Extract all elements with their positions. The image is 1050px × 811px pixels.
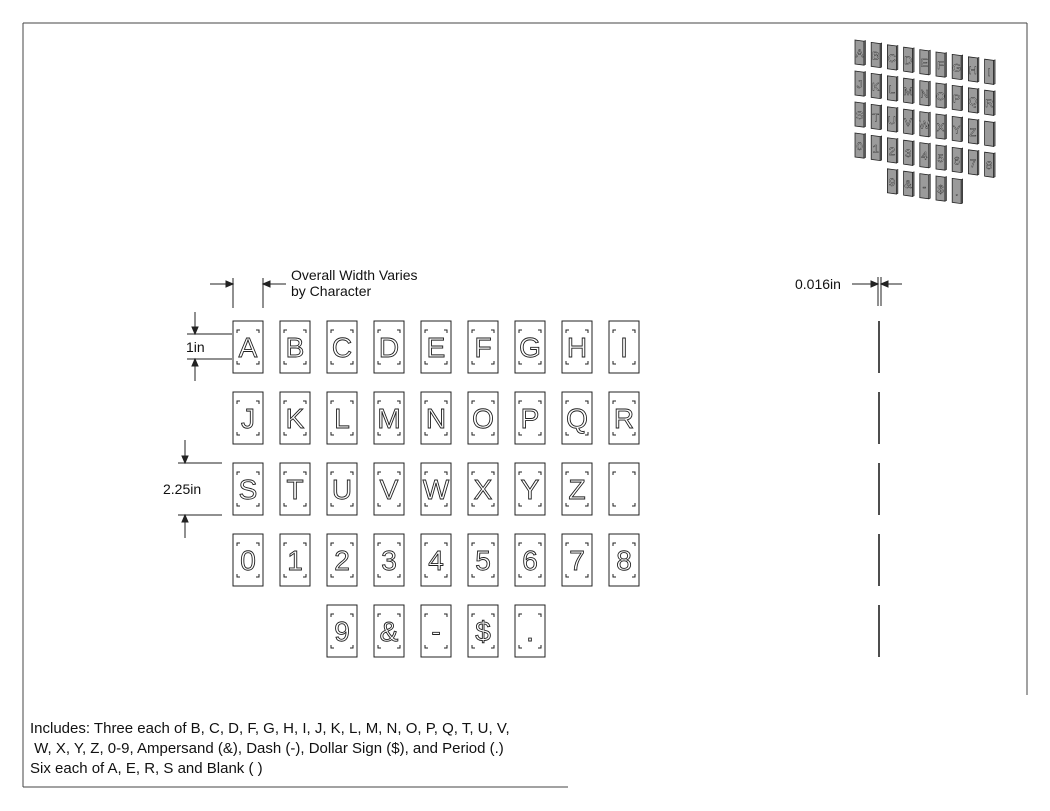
stencil-tile bbox=[609, 392, 639, 444]
preview-character: Q bbox=[968, 95, 978, 108]
preview-tile bbox=[952, 85, 963, 110]
stencil-character: D bbox=[378, 332, 400, 363]
stencil-tile bbox=[233, 463, 263, 515]
stencil-character: A bbox=[238, 332, 258, 363]
stencil-tile bbox=[374, 463, 404, 515]
preview-tile bbox=[871, 73, 882, 98]
stencil-character: 8 bbox=[616, 545, 632, 576]
stencil-character: 5 bbox=[475, 545, 491, 576]
stencil-character: S bbox=[238, 474, 258, 505]
stencil-character: P bbox=[520, 403, 540, 434]
preview-character: H bbox=[968, 64, 977, 77]
preview-tile bbox=[936, 114, 947, 139]
stencil-character: I bbox=[620, 332, 628, 363]
preview-character: F bbox=[937, 60, 944, 72]
stencil-tile bbox=[609, 321, 639, 373]
stencil-character: J bbox=[241, 403, 255, 434]
preview-tile bbox=[952, 147, 963, 172]
stencil-tile bbox=[421, 605, 451, 657]
preview-tile bbox=[887, 138, 898, 163]
preview-character: 5 bbox=[937, 153, 944, 165]
preview-tile bbox=[871, 135, 882, 160]
stencil-character: F bbox=[474, 332, 492, 363]
preview-character: D bbox=[904, 55, 913, 68]
preview-tile bbox=[936, 83, 947, 108]
preview-character: 6 bbox=[953, 155, 960, 168]
preview-tile bbox=[985, 121, 996, 146]
stencil-tile bbox=[421, 392, 451, 444]
preview-tile bbox=[968, 57, 979, 82]
preview-tile bbox=[855, 71, 866, 96]
stencil-tile bbox=[468, 534, 498, 586]
preview-tile bbox=[904, 47, 915, 72]
preview-character: V bbox=[904, 117, 912, 130]
stencil-tile bbox=[468, 321, 498, 373]
overall-width-label: Overall Width Varies by Character bbox=[291, 267, 418, 299]
preview-tile bbox=[920, 81, 931, 106]
thickness-dimension bbox=[852, 277, 902, 306]
preview-tile bbox=[952, 54, 963, 79]
preview-character: 3 bbox=[905, 148, 912, 161]
stencil-tile bbox=[374, 534, 404, 586]
stencil-character: X bbox=[473, 474, 493, 505]
stencil-tile bbox=[327, 463, 357, 515]
preview-character: X bbox=[936, 122, 945, 134]
stencil-character: . bbox=[526, 616, 534, 647]
preview-character: S bbox=[855, 110, 864, 122]
stencil-character: C bbox=[331, 332, 353, 363]
stencil-character: U bbox=[331, 474, 353, 505]
preview-character: 7 bbox=[969, 157, 976, 170]
preview-character: I bbox=[987, 67, 991, 80]
preview-character: C bbox=[887, 52, 896, 65]
preview-character: 8 bbox=[986, 160, 993, 173]
stencil-tile bbox=[374, 605, 404, 657]
stencil-tile bbox=[374, 392, 404, 444]
preview-tile bbox=[904, 140, 915, 165]
preview-character: 9 bbox=[888, 176, 895, 189]
stencil-character: Z bbox=[568, 474, 586, 505]
stencil-tile bbox=[233, 534, 263, 586]
preview-tile bbox=[887, 107, 898, 132]
preview-character: R bbox=[985, 98, 994, 111]
notes-line-2: W, X, Y, Z, 0-9, Ampersand (&), Dash (-), Dollar Sign ($), and Period (.) bbox=[30, 740, 504, 757]
preview-character: Y bbox=[953, 124, 961, 137]
stencil-tile bbox=[468, 605, 498, 657]
preview-tile bbox=[904, 78, 915, 103]
preview-tile bbox=[887, 45, 898, 70]
preview-character: P bbox=[953, 93, 961, 106]
preview-tile bbox=[985, 152, 996, 177]
preview-tile bbox=[920, 50, 931, 75]
stencil-tile bbox=[562, 463, 592, 515]
preview-character: Z bbox=[969, 126, 977, 139]
stencil-character: Q bbox=[566, 403, 588, 434]
preview-character: . bbox=[955, 186, 959, 199]
preview-character: 4 bbox=[921, 150, 928, 163]
preview-tile bbox=[871, 42, 882, 67]
stencil-tile bbox=[233, 392, 263, 444]
stencil-character: 1 bbox=[287, 545, 303, 576]
stencil-character: 3 bbox=[381, 545, 397, 576]
stencil-character: 7 bbox=[569, 545, 585, 576]
preview-character: W bbox=[919, 119, 930, 132]
stencil-tile bbox=[515, 321, 545, 373]
stencil-character: 0 bbox=[240, 545, 256, 576]
stencil-tile bbox=[562, 534, 592, 586]
preview-tile bbox=[952, 116, 963, 141]
stencil-tile bbox=[421, 321, 451, 373]
stencil-tile bbox=[327, 321, 357, 373]
stencil-tile bbox=[515, 534, 545, 586]
preview-tile bbox=[936, 145, 947, 170]
spacing-label: 2.25in bbox=[163, 481, 202, 497]
stencil-tile bbox=[468, 463, 498, 515]
stencil-character: G bbox=[519, 332, 541, 363]
stencil-character: - bbox=[431, 616, 441, 647]
preview-character: 0 bbox=[856, 141, 863, 153]
preview-tile bbox=[968, 150, 979, 175]
preview-character: 2 bbox=[888, 145, 895, 158]
preview-character: K bbox=[872, 81, 880, 94]
preview-character: U bbox=[887, 114, 896, 127]
stencil-tile bbox=[327, 392, 357, 444]
thickness-label: 0.016in bbox=[795, 276, 841, 292]
notes-line-1: Includes: Three each of B, C, D, F, G, H, I, J, K, L, M, N, O, P, Q, T, U, V, bbox=[30, 720, 510, 737]
preview-tile bbox=[920, 174, 931, 199]
stencil-tile bbox=[327, 534, 357, 586]
stencil-tile bbox=[468, 392, 498, 444]
stencil-tile bbox=[327, 605, 357, 657]
preview-character: - bbox=[922, 181, 927, 194]
preview-tile bbox=[855, 40, 866, 65]
stencil-tiles bbox=[233, 321, 639, 657]
stencil-tile bbox=[515, 605, 545, 657]
preview-tile bbox=[855, 102, 866, 127]
notes-line-3: Six each of A, E, R, S and Blank ( ) bbox=[30, 760, 263, 777]
preview-tile bbox=[919, 112, 930, 137]
preview-tile bbox=[887, 76, 898, 101]
preview-tile bbox=[968, 119, 979, 144]
stencil-tile bbox=[609, 534, 639, 586]
stencil-character: T bbox=[286, 474, 304, 505]
stencil-tile bbox=[562, 392, 592, 444]
preview-tile bbox=[904, 109, 915, 134]
stencil-character: E bbox=[426, 332, 446, 363]
stencil-character: 6 bbox=[522, 545, 538, 576]
stencil-character: W bbox=[422, 474, 450, 505]
stencil-character: Y bbox=[520, 474, 540, 505]
preview-character: L bbox=[888, 83, 895, 96]
stencil-character: 9 bbox=[334, 616, 350, 647]
preview-character: A bbox=[855, 48, 864, 60]
preview-tile bbox=[968, 88, 979, 113]
stencil-tile bbox=[515, 463, 545, 515]
preview-tile bbox=[920, 143, 931, 168]
stencil-tile bbox=[421, 534, 451, 586]
stencil-character: N bbox=[425, 403, 447, 434]
stencil-tile bbox=[421, 463, 451, 515]
stencil-tile bbox=[280, 463, 310, 515]
stencil-character: 4 bbox=[428, 545, 444, 576]
stencil-character: O bbox=[472, 403, 494, 434]
includes-notes bbox=[30, 719, 590, 779]
preview-character: T bbox=[872, 112, 880, 125]
preview-character: J bbox=[856, 79, 863, 91]
preview-tile bbox=[985, 59, 996, 84]
preview-tile bbox=[904, 171, 915, 196]
stencil-character: L bbox=[334, 403, 350, 434]
isometric-preview bbox=[855, 40, 995, 204]
width-dimension bbox=[210, 278, 286, 308]
stencil-tile bbox=[280, 392, 310, 444]
preview-character: & bbox=[904, 179, 912, 192]
stencil-tile bbox=[280, 534, 310, 586]
preview-tile bbox=[936, 176, 947, 201]
stencil-tile bbox=[233, 321, 263, 373]
stencil-character: K bbox=[285, 403, 305, 434]
preview-character: 1 bbox=[872, 143, 879, 156]
preview-character: N bbox=[920, 88, 929, 101]
stencil-character: V bbox=[379, 474, 399, 505]
preview-tile bbox=[871, 104, 882, 129]
stencil-character: & bbox=[379, 616, 399, 647]
stencil-character: M bbox=[377, 403, 401, 434]
height-label: 1in bbox=[186, 339, 205, 355]
stencil-tile bbox=[609, 463, 639, 515]
stencil-character: B bbox=[285, 332, 305, 363]
stencil-tile bbox=[280, 321, 310, 373]
stencil-tile bbox=[374, 321, 404, 373]
preview-character: M bbox=[903, 86, 913, 99]
preview-character: B bbox=[872, 50, 880, 63]
stencil-character: R bbox=[613, 403, 635, 434]
preview-character: G bbox=[952, 62, 961, 75]
preview-tile bbox=[985, 90, 996, 115]
stencil-character: 2 bbox=[334, 545, 350, 576]
preview-tile bbox=[855, 133, 866, 158]
preview-tile bbox=[952, 178, 963, 203]
preview-character: $ bbox=[937, 184, 944, 196]
stencil-tile bbox=[562, 321, 592, 373]
preview-character: E bbox=[920, 57, 928, 70]
stencil-character: $ bbox=[475, 616, 491, 647]
preview-tile bbox=[936, 52, 947, 77]
stencil-tile bbox=[515, 392, 545, 444]
preview-character: O bbox=[936, 91, 945, 103]
preview-tile bbox=[887, 169, 898, 194]
stencil-character: H bbox=[566, 332, 588, 363]
